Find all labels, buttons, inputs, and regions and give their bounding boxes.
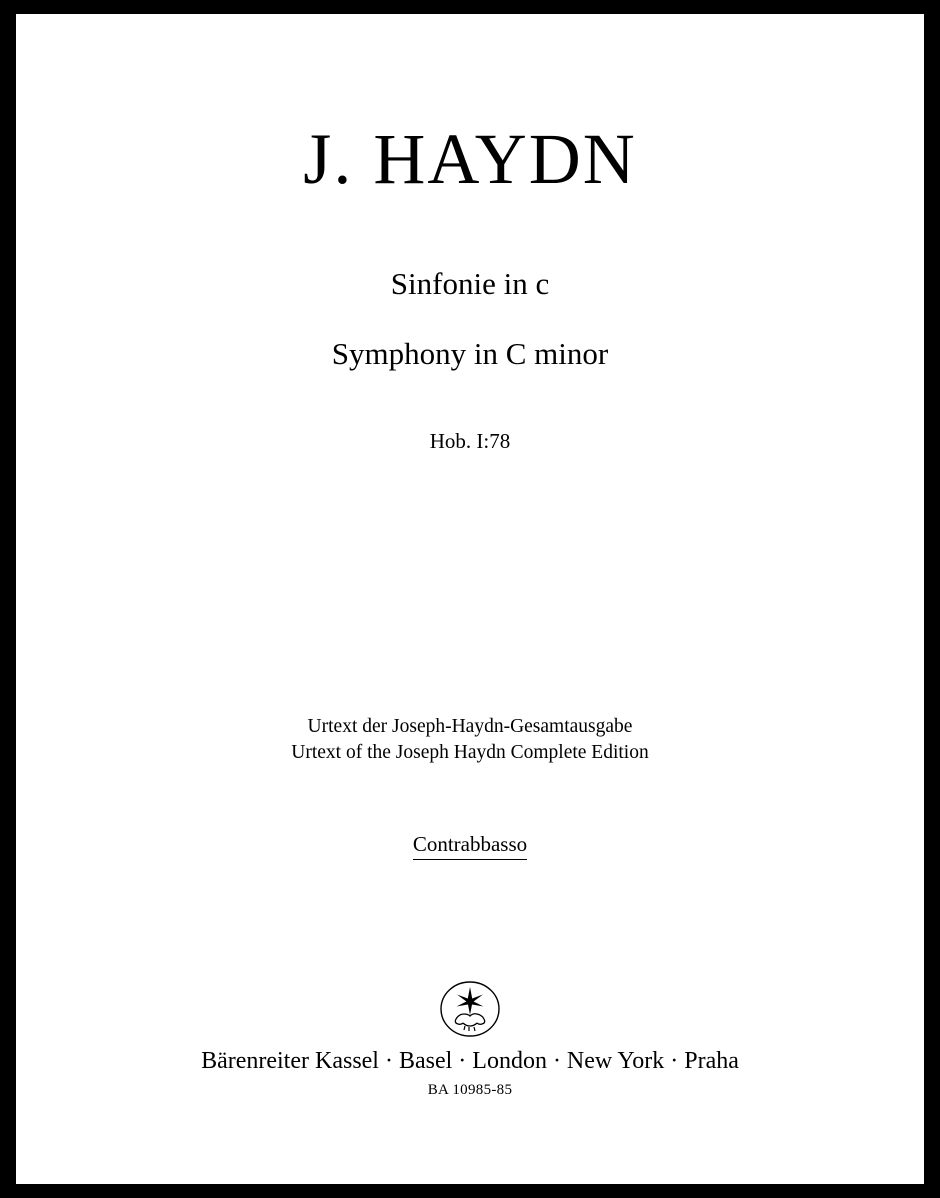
composer-name: J. HAYDN (303, 119, 637, 199)
edition-statement (16, 714, 924, 767)
edition-statement-german: Urtext der Joseph-Haydn-Gesamtausgabe (307, 716, 633, 737)
catalogue-number: Hob. I:78 (429, 429, 511, 453)
barenreiter-lamb-logo (438, 977, 502, 1041)
work-title-german: Sinfonie in c (390, 266, 550, 301)
plate-number: BA 10985-85 (427, 1082, 513, 1098)
instrument-part (16, 832, 924, 857)
instrument-part-label: Contrabbasso (413, 832, 527, 860)
publisher-line: Bärenreiter Kassel · Basel · London · New York · Praha (201, 1048, 739, 1074)
edition-statement-english: Urtext of the Joseph Haydn Complete Edition (291, 742, 649, 764)
work-title-english: Symphony in C minor (331, 336, 609, 371)
score-cover-page (16, 14, 924, 1184)
